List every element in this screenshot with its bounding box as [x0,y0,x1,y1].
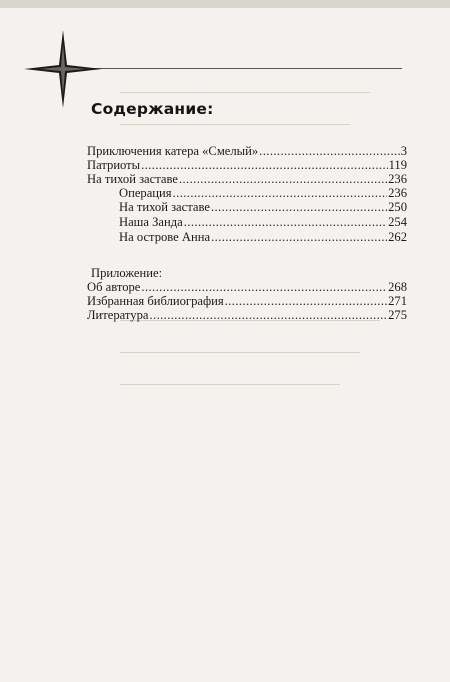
toc-leader [173,186,388,200]
toc-entry-page: 268 [388,280,407,294]
toc-entry-title: Литература [87,308,149,322]
toc-leader [149,308,387,322]
toc-entry [87,144,407,158]
toc-entry-page: 262 [388,230,407,244]
toc-entry-title: Приключения катера «Смелый» [87,144,259,158]
toc-entry-page: 119 [388,158,407,172]
toc-entry-title: Наша Занда [119,215,183,229]
toc-leader [184,215,387,229]
toc-entry-page: 254 [388,215,407,229]
toc-entry [87,294,407,308]
toc-entry-title: На острове Анна [119,230,211,244]
toc-subentry [119,215,407,229]
show-through-line [120,92,370,93]
star-ornament-icon [24,30,102,108]
toc-entry-page: 275 [388,308,407,322]
toc-subentry [119,186,407,200]
page-edge [0,0,450,8]
toc-subentry [119,200,407,214]
page-title: Содержание: [91,100,214,118]
toc-leader [141,158,387,172]
toc-entry-page: 236 [388,186,407,200]
toc-entry-page: 250 [388,200,407,214]
toc-leader [225,294,387,308]
toc-leader [179,172,387,186]
toc-entry-title: Операция [119,186,172,200]
toc-entry-page: 271 [388,294,407,308]
toc-entry-page: 3 [400,144,407,158]
ornament-line [62,68,402,69]
show-through-line [120,124,350,125]
toc-entry-title: На тихой заставе [87,172,178,186]
toc-entry [87,172,407,186]
appendix-heading: Приложение: [91,266,163,280]
toc-entry-page: 236 [388,172,407,186]
toc-entry [87,280,407,294]
toc-leader [211,230,387,244]
toc-leader [259,144,400,158]
toc-leader [141,280,387,294]
toc-entry-title: Избранная библиография [87,294,224,308]
toc-subentry [119,230,407,244]
toc-entry-title: Об авторе [87,280,141,294]
toc-entry [87,308,407,322]
toc-entry-title: На тихой заставе [119,200,210,214]
show-through-line [120,384,340,385]
toc-entry [87,158,407,172]
toc-entry-title: Патриоты [87,158,141,172]
toc-leader [211,200,387,214]
show-through-line [120,352,360,353]
